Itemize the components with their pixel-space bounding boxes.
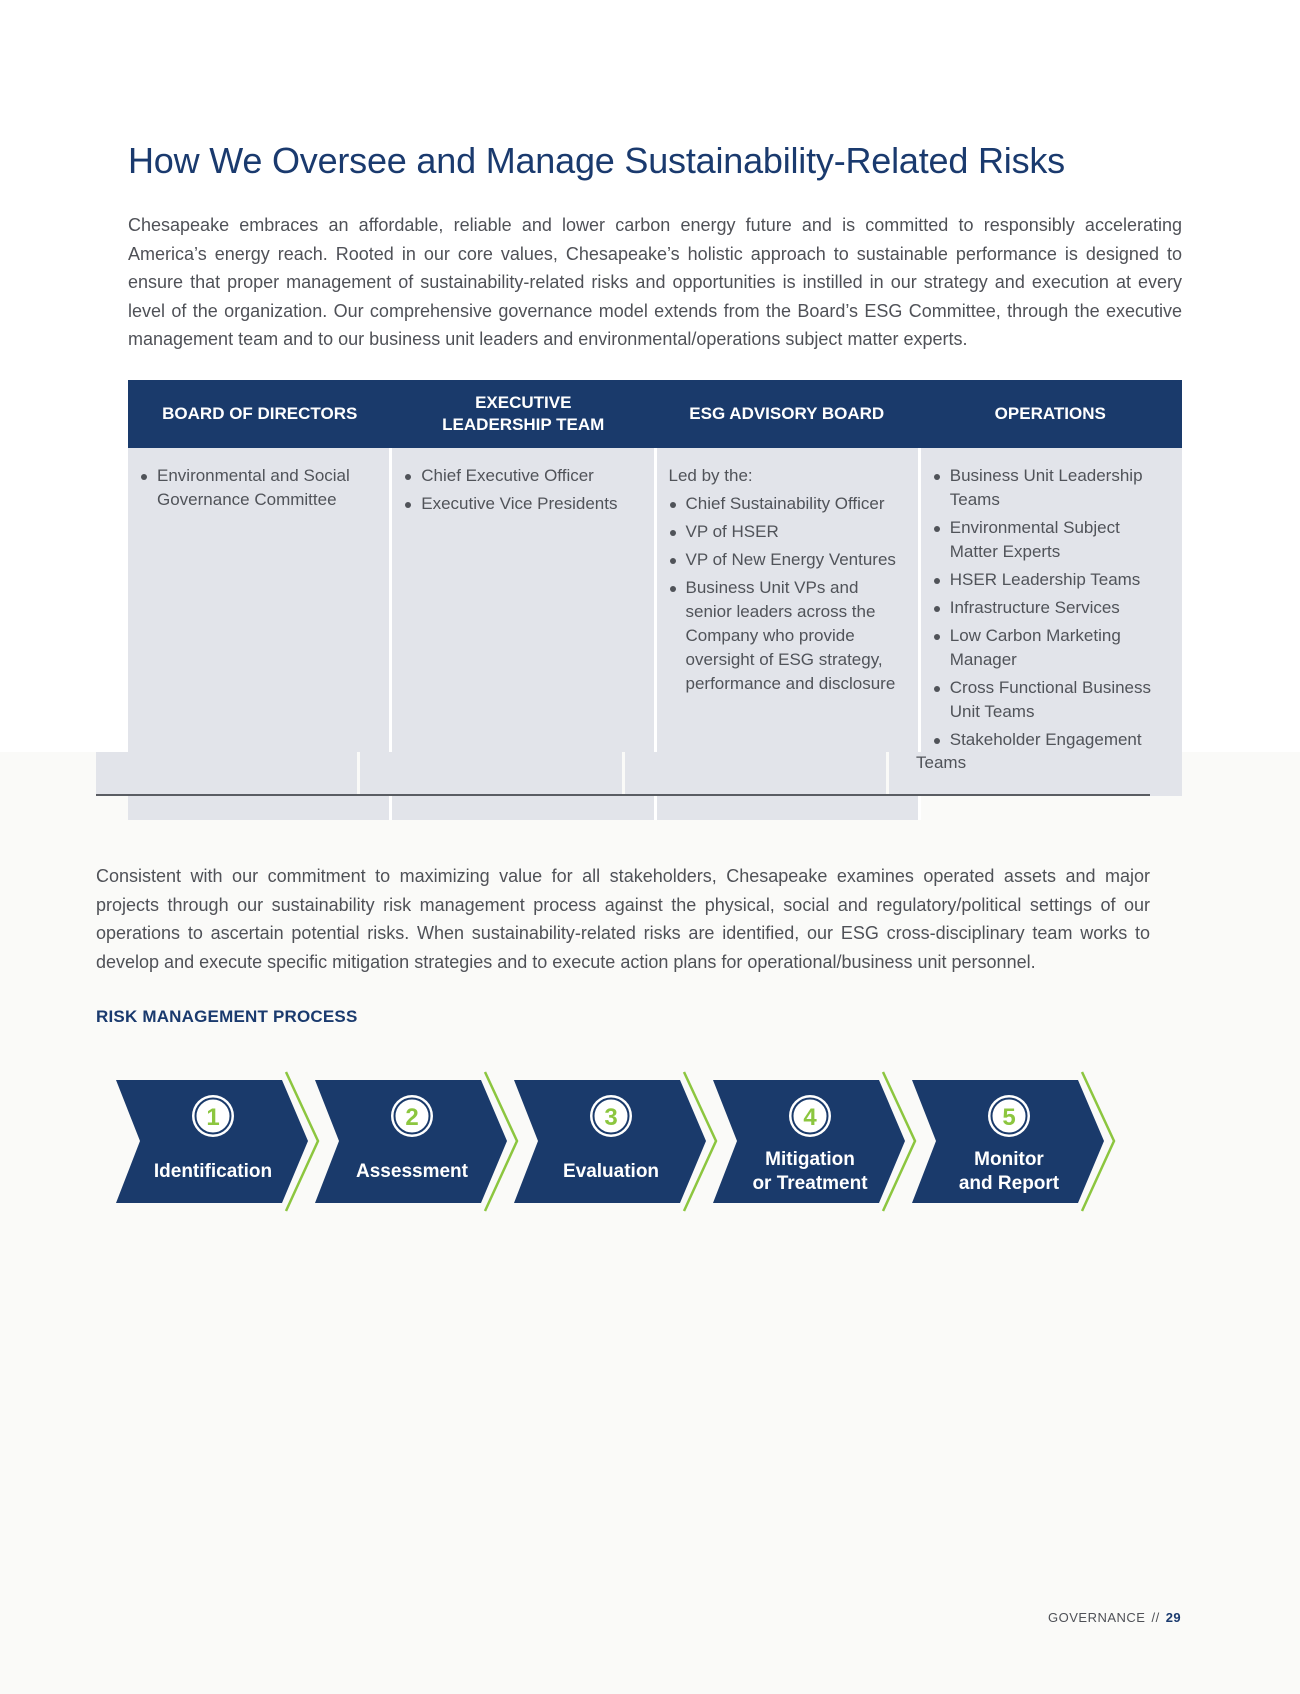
list-item: Chief Executive Officer [404, 464, 641, 488]
risk-process-diagram [112, 1070, 1126, 1214]
list-item: Chief Sustainability Officer [669, 492, 906, 516]
overflow-cell [96, 752, 360, 794]
list-item: Business Unit Leadership Teams [933, 464, 1170, 512]
list-item: Infrastructure Services [933, 596, 1170, 620]
overflow-cell [360, 752, 624, 794]
step-label-line1: Mitigation [765, 1149, 855, 1170]
step-number: 3 [604, 1104, 618, 1131]
footer-section: GOVERNANCE [1048, 1610, 1146, 1625]
step-label-line1: Monitor [974, 1149, 1044, 1170]
header-esg-advisory-board: ESG ADVISORY BOARD [689, 404, 885, 423]
list-item: HSER Leadership Teams [933, 568, 1170, 592]
list-item: VP of New Energy Ventures [669, 548, 906, 572]
header-operations: OPERATIONS [994, 404, 1106, 423]
header-executive-leadership-team: EXECUTIVE LEADERSHIP TEAM [442, 393, 605, 434]
list-item: Business Unit VPs and senior leaders across the Company who provide oversight of ESG strategy, performance and disclosure [669, 576, 906, 696]
step-number: 1 [206, 1104, 220, 1131]
intro-paragraph: Chesapeake embraces an affordable, reliable and lower carbon energy future and is committed to responsibly accelerating America’s energy reach. Rooted in our core values, Chesapeake’s holistic approach to sustainable performance is designed to ensure that proper management of sustainability-related risks and opportunities is instilled in our strategy and execution at every level of the organization. Our comprehensive governance model extends from the Board’s ESG Committee, through the executive management team and to our business unit leaders and environmental/operations subject matter experts. [128, 215, 1182, 349]
risk-process-heading: RISK MANAGEMENT PROCESS [96, 1007, 358, 1026]
governance-header-row [128, 380, 1182, 448]
list-item: Environmental Subject Matter Experts [933, 516, 1170, 564]
risk-paragraph: Consistent with our commitment to maximizing value for all stakeholders, Chesapeake examines operated assets and major projects through our sustainability risk management process against the physical, social and regulatory/political settings of our operations to ascertain potential risks. When sustainability-related risks are identified, our ESG cross-disciplinary team works to develop and execute specific mitigation strategies and to execute action plans for operational/business unit personnel. [96, 866, 1150, 972]
step-number: 5 [1002, 1104, 1016, 1131]
process-step-2 [315, 1072, 517, 1211]
list-item: Environmental and Social Governance Committee [140, 464, 377, 512]
esg-lead-text: Led by the: [668, 466, 753, 485]
step-label: Identification [153, 1161, 273, 1182]
overflow-cell [625, 752, 889, 794]
overflow-text: Teams [916, 753, 967, 772]
header-board-of-directors: BOARD OF DIRECTORS [162, 404, 358, 423]
page-number: 29 [1165, 1610, 1182, 1625]
footer-separator: // [1151, 1610, 1160, 1625]
process-step-4 [713, 1072, 915, 1211]
list-item: Low Carbon Marketing Manager [933, 624, 1170, 672]
operations-column [921, 448, 1182, 796]
page-title: How We Oversee and Manage Sustainability-Related Risks [128, 140, 1065, 181]
list-item: Cross Functional Business Unit Teams [933, 676, 1170, 724]
step-number: 2 [405, 1104, 419, 1131]
step-number: 4 [803, 1104, 817, 1131]
page-footer [1048, 1610, 1181, 1625]
step-label: Assessment [356, 1161, 468, 1182]
list-item: VP of HSER [669, 520, 906, 544]
process-step-1 [116, 1072, 318, 1211]
list-item: Stakeholder Engagement [933, 728, 1170, 752]
step-label-line2: or Treatment [752, 1173, 868, 1194]
list-item: Executive Vice Presidents [404, 492, 641, 516]
process-step-3 [514, 1072, 716, 1211]
process-step-5 [912, 1072, 1114, 1211]
step-label-line2: and Report [958, 1173, 1060, 1194]
table-overflow-band [96, 752, 1150, 796]
step-label: Evaluation [562, 1161, 660, 1182]
